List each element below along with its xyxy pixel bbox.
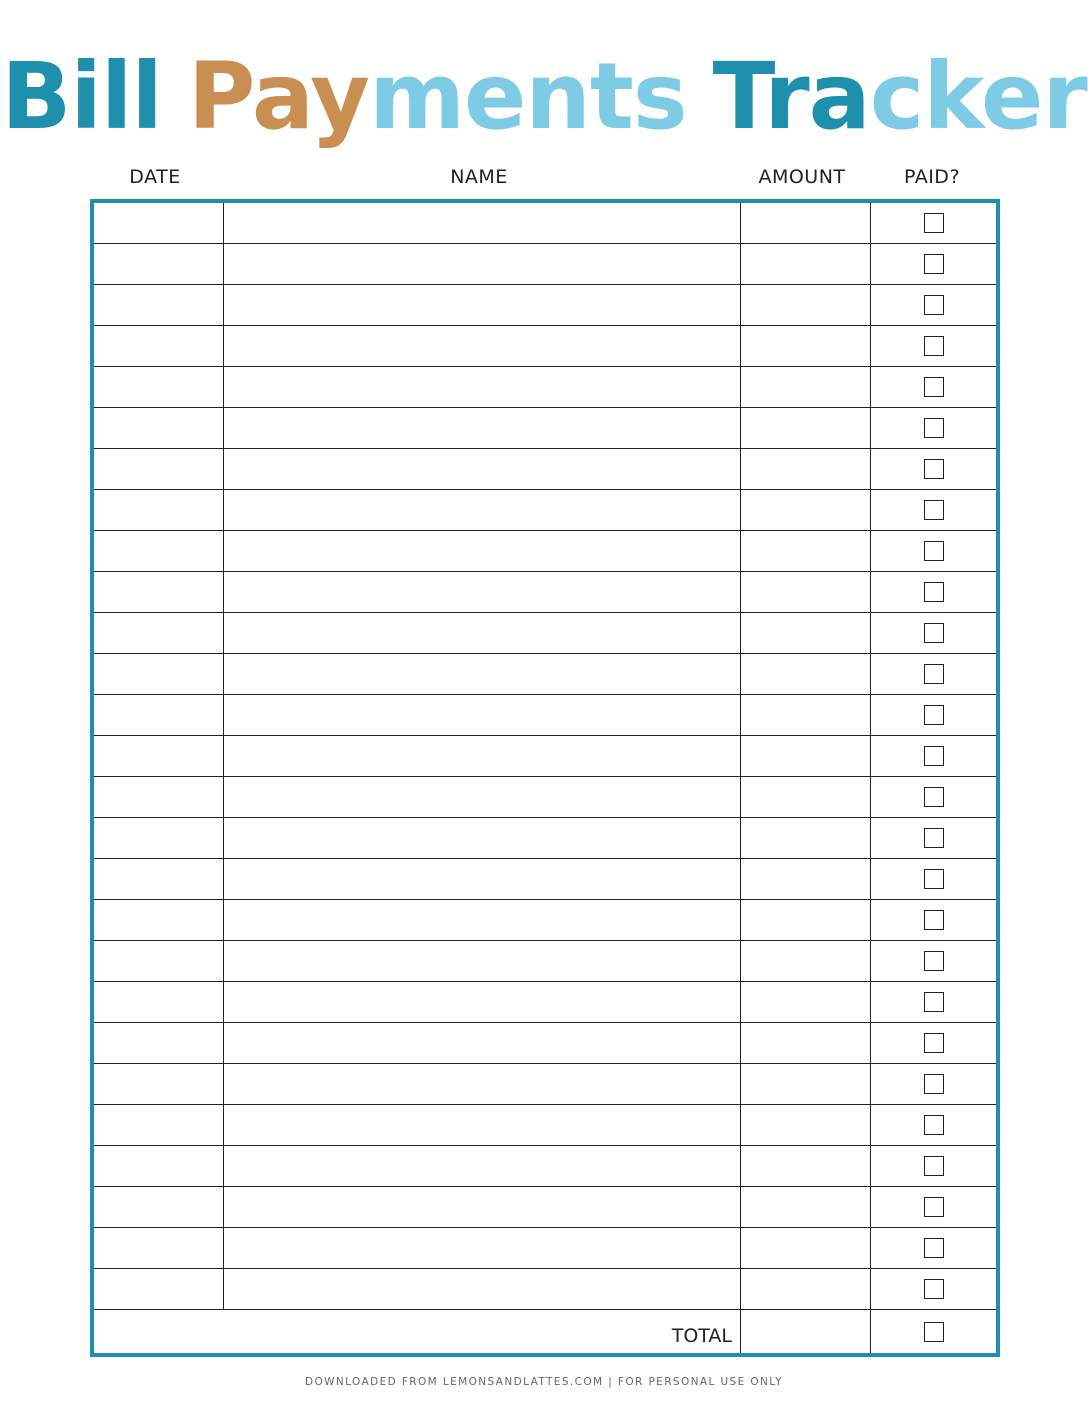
table-row: [94, 654, 996, 695]
name-cell[interactable]: [224, 285, 741, 325]
amount-cell[interactable]: [741, 408, 871, 448]
table-row: [94, 1269, 996, 1310]
amount-cell[interactable]: [741, 285, 871, 325]
page-title: [0, 42, 1088, 152]
name-cell[interactable]: [224, 1269, 741, 1309]
date-cell[interactable]: [94, 326, 224, 366]
date-cell[interactable]: [94, 654, 224, 694]
paid-checkbox[interactable]: [924, 1033, 944, 1053]
name-cell[interactable]: [224, 1064, 741, 1104]
paid-cell: [871, 695, 996, 735]
name-cell[interactable]: [224, 572, 741, 612]
paid-cell: [871, 941, 996, 981]
total-paid-checkbox[interactable]: [924, 1322, 944, 1342]
name-cell[interactable]: [224, 203, 741, 243]
table-row: [94, 408, 996, 449]
table-row: [94, 1228, 996, 1269]
paid-checkbox[interactable]: [924, 295, 944, 315]
paid-checkbox[interactable]: [924, 459, 944, 479]
table-row: [94, 695, 996, 736]
paid-cell: [871, 408, 996, 448]
paid-checkbox[interactable]: [924, 1074, 944, 1094]
name-cell[interactable]: [224, 736, 741, 776]
date-cell[interactable]: [94, 982, 224, 1022]
table-row: [94, 1023, 996, 1064]
name-cell[interactable]: [224, 1146, 741, 1186]
paid-cell: [871, 859, 996, 899]
amount-cell[interactable]: [741, 613, 871, 653]
paid-checkbox[interactable]: [924, 1279, 944, 1299]
date-cell[interactable]: [94, 531, 224, 571]
name-cell[interactable]: [224, 695, 741, 735]
paid-cell: [871, 490, 996, 530]
title-segment-cker: cker: [869, 43, 1087, 150]
total-amount-cell[interactable]: [741, 1310, 871, 1353]
header-paid: PAID?: [903, 166, 961, 188]
paid-cell: [871, 367, 996, 407]
paid-checkbox[interactable]: [924, 541, 944, 561]
name-cell[interactable]: [224, 490, 741, 530]
header-date: DATE: [129, 166, 181, 188]
table-row: [94, 1187, 996, 1228]
amount-cell[interactable]: [741, 367, 871, 407]
table-row: [94, 777, 996, 818]
paid-cell: [871, 1146, 996, 1186]
paid-cell: [871, 736, 996, 776]
paid-cell: [871, 1187, 996, 1227]
date-cell[interactable]: [94, 1269, 224, 1309]
date-cell[interactable]: [94, 818, 224, 858]
paid-checkbox[interactable]: [924, 1115, 944, 1135]
paid-cell: [871, 1023, 996, 1063]
table-row: [94, 941, 996, 982]
paid-cell: [871, 777, 996, 817]
paid-cell: [871, 613, 996, 653]
table-row: [94, 818, 996, 859]
footer-note: DOWNLOADED FROM LEMONSANDLATTES.COM | FOR PERSONAL USE ONLY: [305, 1376, 783, 1388]
paid-cell: [871, 449, 996, 489]
table-row: [94, 490, 996, 531]
name-cell[interactable]: [224, 818, 741, 858]
paid-cell: [871, 1064, 996, 1104]
name-cell[interactable]: [224, 1023, 741, 1063]
paid-checkbox[interactable]: [924, 213, 944, 233]
table-row: [94, 1064, 996, 1105]
bill-tracker-table: [90, 199, 1000, 1357]
title-segment-pay: Pay: [187, 43, 370, 150]
table-row: [94, 326, 996, 367]
paid-checkbox[interactable]: [924, 951, 944, 971]
title-segment-ments: ments: [369, 43, 687, 150]
paid-checkbox[interactable]: [924, 910, 944, 930]
paid-checkbox[interactable]: [924, 828, 944, 848]
amount-cell[interactable]: [741, 1064, 871, 1104]
column-headers: [90, 166, 1000, 196]
title-word-payments: [188, 43, 687, 150]
date-cell[interactable]: [94, 900, 224, 940]
table-row: [94, 859, 996, 900]
paid-cell: [871, 900, 996, 940]
amount-cell[interactable]: [741, 736, 871, 776]
table-row: [94, 572, 996, 613]
amount-cell[interactable]: [741, 1023, 871, 1063]
table-row: [94, 900, 996, 941]
table-row: [94, 203, 996, 244]
date-cell[interactable]: [94, 1023, 224, 1063]
amount-cell[interactable]: [741, 1146, 871, 1186]
amount-cell[interactable]: [741, 982, 871, 1022]
paid-checkbox[interactable]: [924, 992, 944, 1012]
name-cell[interactable]: [224, 941, 741, 981]
table-row: [94, 531, 996, 572]
amount-cell[interactable]: [741, 1187, 871, 1227]
date-cell[interactable]: [94, 408, 224, 448]
amount-cell[interactable]: [741, 859, 871, 899]
amount-cell[interactable]: [741, 244, 871, 284]
paid-checkbox[interactable]: [924, 377, 944, 397]
amount-cell[interactable]: [741, 490, 871, 530]
table-row: [94, 613, 996, 654]
paid-checkbox[interactable]: [924, 1197, 944, 1217]
date-cell[interactable]: [94, 941, 224, 981]
date-cell[interactable]: [94, 449, 224, 489]
date-cell[interactable]: [94, 203, 224, 243]
name-cell[interactable]: [224, 1187, 741, 1227]
name-cell[interactable]: [224, 449, 741, 489]
date-cell[interactable]: [94, 490, 224, 530]
date-cell[interactable]: [94, 367, 224, 407]
table-row: [94, 285, 996, 326]
name-cell[interactable]: [224, 1105, 741, 1145]
name-cell[interactable]: [224, 244, 741, 284]
amount-cell[interactable]: [741, 531, 871, 571]
table-row: [94, 1105, 996, 1146]
paid-cell: [871, 203, 996, 243]
paid-cell: [871, 1228, 996, 1268]
amount-cell[interactable]: [741, 900, 871, 940]
name-cell[interactable]: [224, 531, 741, 571]
paid-cell: [871, 654, 996, 694]
paid-checkbox[interactable]: [924, 869, 944, 889]
date-cell[interactable]: [94, 1146, 224, 1186]
paid-cell: [871, 1269, 996, 1309]
paid-checkbox[interactable]: [924, 1238, 944, 1258]
date-cell[interactable]: [94, 1105, 224, 1145]
paid-checkbox[interactable]: [924, 705, 944, 725]
title-word-bill: Bill: [1, 43, 162, 150]
paid-checkbox[interactable]: [924, 746, 944, 766]
amount-cell[interactable]: [741, 449, 871, 489]
table-row: [94, 1146, 996, 1187]
paid-checkbox[interactable]: [924, 500, 944, 520]
date-cell[interactable]: [94, 777, 224, 817]
name-cell[interactable]: [224, 982, 741, 1022]
paid-checkbox[interactable]: [924, 418, 944, 438]
total-row: [94, 1310, 996, 1353]
table-row: [94, 244, 996, 285]
header-name: NAME: [450, 166, 508, 188]
amount-cell[interactable]: [741, 654, 871, 694]
amount-cell[interactable]: [741, 1228, 871, 1268]
name-cell[interactable]: [224, 1228, 741, 1268]
name-cell[interactable]: [224, 777, 741, 817]
paid-cell: [871, 244, 996, 284]
paid-checkbox[interactable]: [924, 336, 944, 356]
name-cell[interactable]: [224, 613, 741, 653]
paid-cell: [871, 818, 996, 858]
total-paid-cell: [871, 1310, 996, 1353]
paid-checkbox[interactable]: [924, 582, 944, 602]
paid-cell: [871, 531, 996, 571]
date-cell[interactable]: [94, 1064, 224, 1104]
paid-checkbox[interactable]: [924, 1156, 944, 1176]
date-cell[interactable]: [94, 613, 224, 653]
date-cell[interactable]: [94, 285, 224, 325]
paid-checkbox[interactable]: [924, 254, 944, 274]
total-label: TOTAL: [94, 1310, 741, 1353]
amount-cell[interactable]: [741, 1269, 871, 1309]
header-amount: AMOUNT: [758, 166, 846, 188]
table-row: [94, 367, 996, 408]
amount-cell[interactable]: [741, 1105, 871, 1145]
table-row: [94, 449, 996, 490]
amount-cell[interactable]: [741, 572, 871, 612]
paid-cell: [871, 572, 996, 612]
date-cell[interactable]: [94, 1187, 224, 1227]
name-cell[interactable]: [224, 900, 741, 940]
paid-cell: [871, 285, 996, 325]
paid-checkbox[interactable]: [924, 664, 944, 684]
paid-cell: [871, 1105, 996, 1145]
date-cell[interactable]: [94, 244, 224, 284]
amount-cell[interactable]: [741, 203, 871, 243]
date-cell[interactable]: [94, 572, 224, 612]
amount-cell[interactable]: [741, 818, 871, 858]
date-cell[interactable]: [94, 1228, 224, 1268]
amount-cell[interactable]: [741, 941, 871, 981]
paid-cell: [871, 982, 996, 1022]
amount-cell[interactable]: [741, 695, 871, 735]
paid-checkbox[interactable]: [924, 623, 944, 643]
title-word-tracker: [713, 43, 1087, 150]
date-cell[interactable]: [94, 859, 224, 899]
table-row: [94, 736, 996, 777]
amount-cell[interactable]: [741, 326, 871, 366]
name-cell[interactable]: [224, 408, 741, 448]
date-cell[interactable]: [94, 695, 224, 735]
title-segment-tra: Tra: [712, 43, 870, 150]
name-cell[interactable]: [224, 859, 741, 899]
name-cell[interactable]: [224, 654, 741, 694]
date-cell[interactable]: [94, 736, 224, 776]
name-cell[interactable]: [224, 367, 741, 407]
paid-checkbox[interactable]: [924, 787, 944, 807]
name-cell[interactable]: [224, 326, 741, 366]
paid-cell: [871, 326, 996, 366]
amount-cell[interactable]: [741, 777, 871, 817]
table-row: [94, 982, 996, 1023]
